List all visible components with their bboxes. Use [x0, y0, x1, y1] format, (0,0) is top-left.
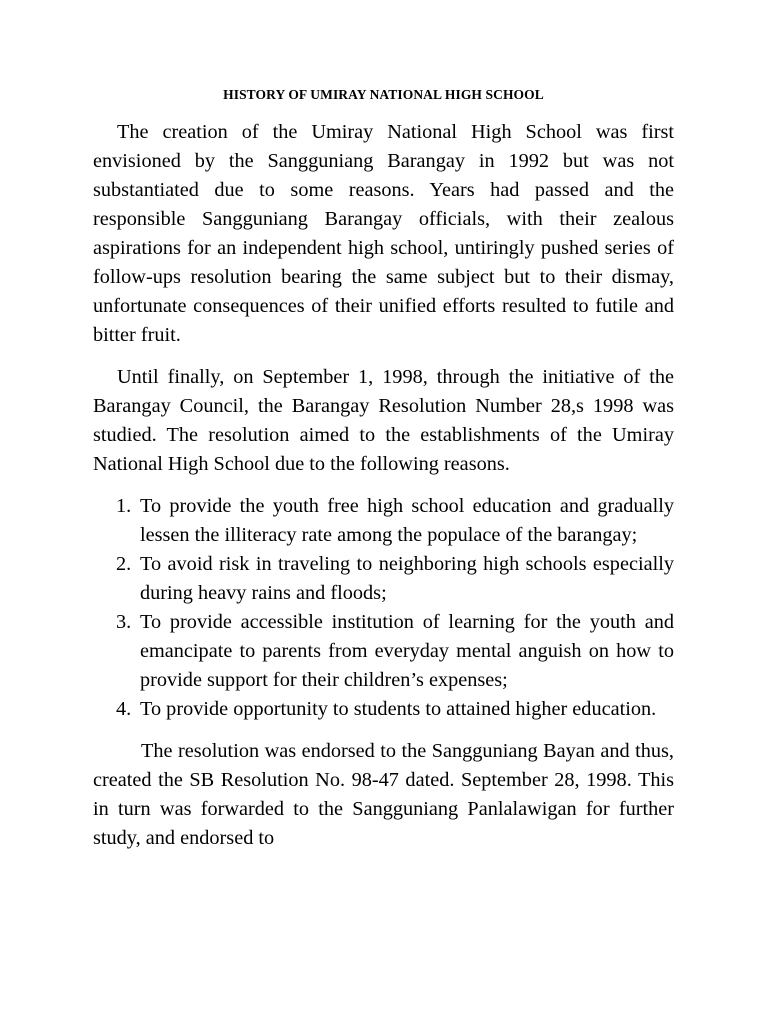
list-number: 2. [116, 553, 132, 575]
list-number: 1. [116, 495, 132, 517]
paragraph-resolution: Until finally, on September 1, 1998, through the initiative of the Barangay Council, the Barangay Resolution Number 28,s 1998 was studied. The resolution aimed to the establishments of the Umiray National High School due to the following reasons. [93, 366, 674, 475]
list-item [93, 550, 674, 608]
list-text: To provide accessible institution of learning for the youth and emancipate to parents from everyday mental anguish on how to provide support for their children’s expenses; [140, 611, 674, 691]
list-number: 3. [116, 611, 132, 633]
paragraph-endorsement: The resolution was endorsed to the Sangguniang Bayan and thus, created the SB Resolution No. 98-47 dated. September 28, 1998. This in turn was forwarded to the Sangguniang Panlalawigan for further study, and endorsed to [93, 740, 674, 849]
list-text: To provide opportunity to students to attained higher education. [140, 698, 657, 720]
list-text: To provide the youth free high school education and gradually lessen the illiteracy rate among the populace of the barangay; [140, 495, 674, 546]
list-item [93, 695, 674, 724]
list-item [93, 608, 674, 695]
reasons-list [93, 492, 674, 724]
list-item [93, 492, 674, 550]
document-title: HISTORY OF UMIRAY NATIONAL HIGH SCHOOL [223, 87, 544, 102]
paragraph-creation: The creation of the Umiray National High School was first envisioned by the Sangguniang Barangay in 1992 but was not substantiated due to some reasons. Years had passed and the responsible Sangguniang Barangay officials, with their zealous aspirations for an independent high school, untiringly pushed series of follow-ups resolution bearing the same subject but to their dismay, unfortunate consequences of their unified efforts resulted to futile and bitter fruit. [93, 121, 674, 346]
list-number: 4. [116, 698, 132, 720]
document-page [93, 86, 674, 866]
list-text: To avoid risk in traveling to neighboring high schools especially during heavy rains and floods; [140, 553, 674, 604]
